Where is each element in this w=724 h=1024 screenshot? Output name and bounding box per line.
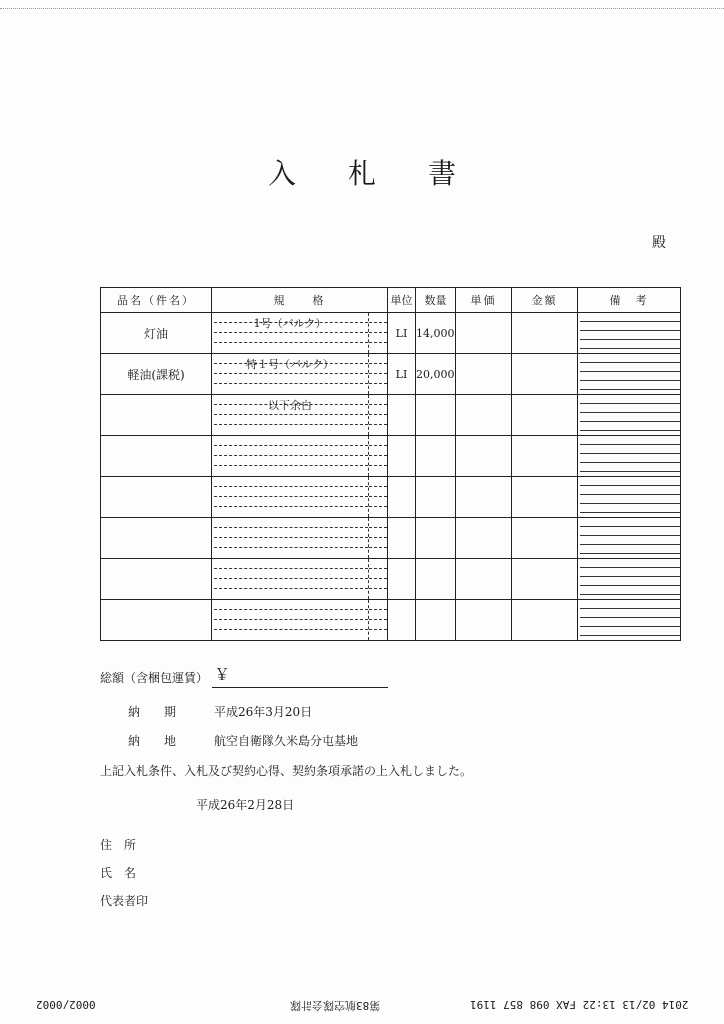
representative-seal-label: 代表者印 — [100, 894, 149, 908]
total-currency: ￥ — [214, 665, 231, 684]
spec-cell — [212, 518, 388, 559]
amount — [512, 518, 578, 559]
fax-sender: 第83航空隊会計隊 — [290, 999, 381, 1012]
table-row — [101, 559, 681, 600]
unit — [388, 436, 416, 477]
item-name — [101, 559, 212, 600]
spec-text: 以下余白 — [268, 399, 312, 412]
item-name — [101, 395, 212, 436]
table-row — [101, 518, 681, 559]
quantity: 20,000 — [416, 354, 456, 395]
spec-cell — [212, 313, 388, 354]
header-remarks: 備 考 — [578, 288, 681, 313]
bid-table — [100, 287, 681, 641]
spec-cell — [212, 354, 388, 395]
table-row — [101, 436, 681, 477]
unit-price — [456, 354, 512, 395]
amount — [512, 395, 578, 436]
total-label: 総額（含梱包運賃） — [100, 671, 209, 685]
unit-price — [456, 395, 512, 436]
item-name — [101, 477, 212, 518]
unit — [388, 600, 416, 641]
remarks — [578, 395, 681, 436]
title-char: 入 — [267, 157, 296, 190]
spec-cell — [212, 436, 388, 477]
addressee-suffix: 殿 — [652, 235, 666, 251]
header-amount: 金額 — [512, 288, 578, 313]
submission-date: 平成26年2月28日 — [196, 798, 295, 812]
document-title — [0, 152, 724, 192]
unit — [388, 559, 416, 600]
table-row — [101, 395, 681, 436]
unit — [388, 518, 416, 559]
item-name — [101, 436, 212, 477]
fax-header: 2014 02/13 13:22 FAX 098 857 1191 — [470, 998, 689, 1011]
quantity — [416, 395, 456, 436]
quantity: 14,000 — [416, 313, 456, 354]
remarks — [578, 477, 681, 518]
remarks — [578, 518, 681, 559]
header-unit: 単位 — [388, 288, 416, 313]
spec-cell — [212, 395, 388, 436]
amount — [512, 559, 578, 600]
unit-price — [456, 313, 512, 354]
title-char: 札 — [347, 157, 376, 190]
delivery-term-label: 納 期 — [128, 705, 177, 719]
remarks — [578, 600, 681, 641]
item-name: 軽油(課税) — [101, 354, 212, 395]
header-qty: 数量 — [416, 288, 456, 313]
spec-cell — [212, 477, 388, 518]
delivery-place-label: 納 地 — [128, 734, 177, 748]
total-underline — [212, 687, 388, 688]
spec-text: 特１号（バルク） — [246, 358, 334, 371]
unit-price — [456, 436, 512, 477]
quantity — [416, 600, 456, 641]
amount — [512, 477, 578, 518]
unit-price — [456, 477, 512, 518]
unit-price — [456, 600, 512, 641]
header-item: 品名（件名） — [101, 288, 212, 313]
remarks — [578, 559, 681, 600]
quantity — [416, 436, 456, 477]
delivery-place-value: 航空自衛隊久米島分屯基地 — [214, 734, 359, 748]
unit: LI — [388, 354, 416, 395]
header-unit-price: 単価 — [456, 288, 512, 313]
spec-cell — [212, 559, 388, 600]
table-row — [101, 313, 681, 354]
unit: LI — [388, 313, 416, 354]
unit — [388, 477, 416, 518]
unit-price — [456, 559, 512, 600]
quantity — [416, 477, 456, 518]
table-row — [101, 477, 681, 518]
unit — [388, 395, 416, 436]
delivery-term-value: 平成26年3月20日 — [214, 705, 313, 719]
amount — [512, 354, 578, 395]
table-row — [101, 600, 681, 641]
remarks — [578, 354, 681, 395]
amount — [512, 436, 578, 477]
quantity — [416, 518, 456, 559]
item-name: 灯油 — [101, 313, 212, 354]
header-spec: 規 格 — [212, 288, 388, 313]
table-header-row — [101, 288, 681, 313]
amount — [512, 600, 578, 641]
name-label: 氏 名 — [100, 866, 137, 880]
item-name — [101, 518, 212, 559]
item-name — [101, 600, 212, 641]
fax-top-edge — [0, 8, 724, 9]
spec-text: 1号（バルク） — [253, 317, 327, 330]
address-label: 住 所 — [100, 838, 137, 852]
title-char: 書 — [428, 157, 457, 190]
fax-page: 0002/0002 — [36, 998, 96, 1011]
spec-cell — [212, 600, 388, 641]
statement: 上記入札条件、入札及び契約心得、契約条項承諾の上入札しました。 — [100, 764, 473, 778]
amount — [512, 313, 578, 354]
remarks — [578, 436, 681, 477]
quantity — [416, 559, 456, 600]
unit-price — [456, 518, 512, 559]
remarks — [578, 313, 681, 354]
table-row — [101, 354, 681, 395]
